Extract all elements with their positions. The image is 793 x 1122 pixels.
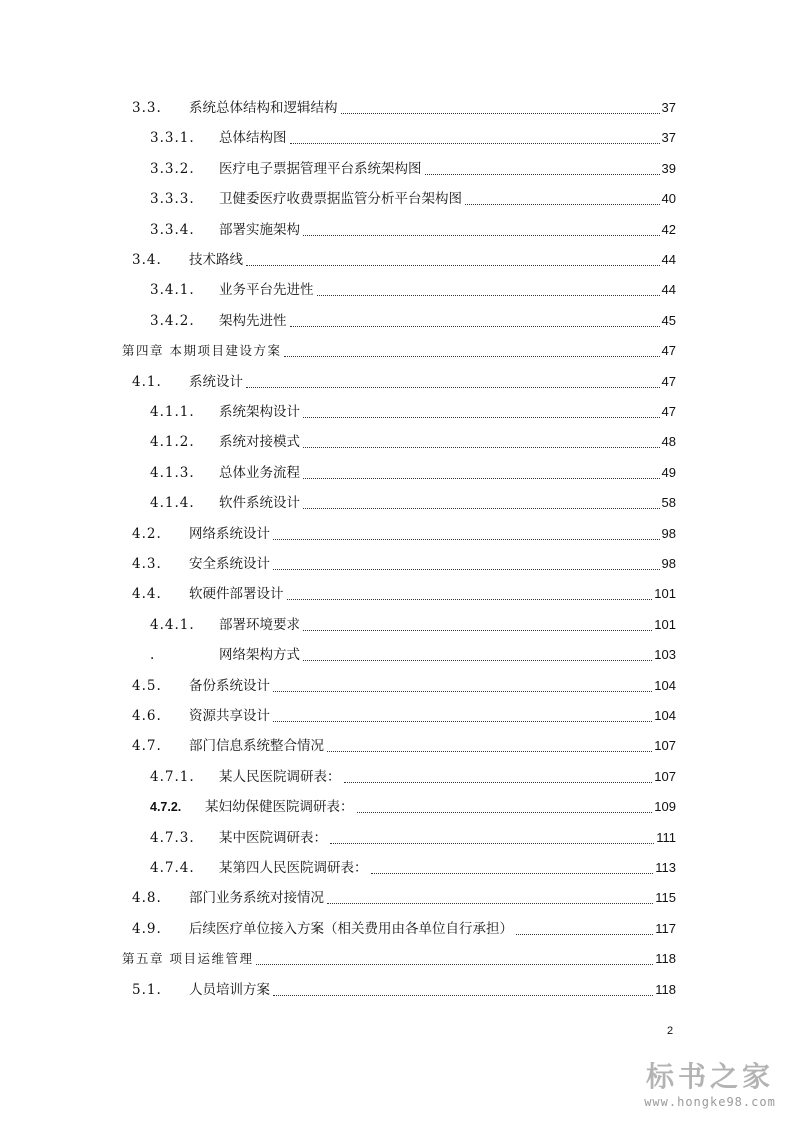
toc-entry[interactable] [0,249,793,271]
toc-entry-number: 5.1. [132,981,162,998]
toc-entry[interactable] [0,948,793,970]
toc-entry-title: 后续医疗单位接入方案（相关费用由各单位自行承担） [189,918,515,940]
toc-entry[interactable] [0,462,793,484]
toc-entry-page: 104 [654,675,676,697]
toc-leader-dots [303,233,660,236]
toc-entry[interactable] [0,279,793,301]
toc-leader-dots [465,202,660,205]
toc-entry-title: 系统架构设计 [219,401,302,423]
toc-leader-dots [303,628,652,631]
toc-entry-title: 架构先进性 [219,310,289,332]
toc-entry-page: 101 [654,614,676,636]
toc-entry-title: 部门信息系统整合情况 [189,735,326,757]
toc-entry[interactable] [0,401,793,423]
toc-leader-dots [290,141,660,144]
toc-entry-page: 103 [654,644,676,666]
toc-entry-page: 109 [654,796,676,818]
toc-entry[interactable] [0,887,793,909]
toc-entry-number: 4.1.3. [150,464,195,481]
toc-leader-dots [327,901,653,904]
toc-entry-title: 网络架构方式 [219,644,302,666]
toc-entry[interactable] [0,979,793,1001]
toc-entry[interactable] [0,827,793,849]
toc-entry[interactable] [0,310,793,332]
toc-entry-number: 3.3.3. [150,191,195,208]
toc-entry-number: 4.7.3. [150,829,195,846]
toc-entry-title: 部门业务系统对接情况 [189,887,326,909]
toc-leader-dots [317,293,660,296]
toc-leader-dots [330,841,654,844]
toc-entry-number: 4.3. [132,556,162,572]
toc-entry-title: 部署环境要求 [219,614,302,636]
toc-entry-page: 111 [656,827,676,849]
toc-entry-number: 4.2. [132,525,162,542]
toc-entry-number: 4.7.1. [150,768,195,785]
toc-entry-number: 4.7. [132,738,162,755]
toc-leader-dots [341,111,660,114]
toc-entry-number: 3.3.4. [150,221,195,238]
toc-entry[interactable] [0,188,793,210]
toc-leader-dots [425,172,660,175]
toc-entry-title: 业务平台先进性 [219,279,316,301]
toc-entry-title: 人员培训方案 [189,979,272,1001]
toc-entry-number: 4.1.1. [150,404,195,420]
toc-entry-number: 4.6. [132,708,162,724]
toc-entry[interactable] [0,219,793,241]
toc-entry-title: 医疗电子票据管理平台系统架构图 [219,158,424,180]
toc-entry-page: 42 [662,219,676,241]
toc-entry-number: 4.1.2. [150,434,195,451]
toc-entry-title: 总体结构图 [219,127,289,149]
toc-leader-dots [303,506,660,509]
toc-entry[interactable] [0,431,793,453]
toc-entry-number: 4.4. [132,586,162,603]
toc-leader-dots [290,324,660,327]
toc-entry-number: 3.3. [132,100,162,116]
toc-leader-dots [303,476,660,479]
toc-leader-dots [273,537,660,540]
toc-entry-title: 安全系统设计 [189,553,272,575]
toc-entry-number: 4.7.4. [150,860,195,876]
toc-leader-dots [344,780,652,783]
toc-entry-page: 118 [655,948,676,970]
watermark [635,1060,785,1110]
toc-entry[interactable] [0,371,793,393]
toc-leader-dots [516,932,653,935]
toc-entry-title: 第四章 本期项目建设方案 [122,340,283,362]
toc-entry[interactable] [0,340,793,362]
watermark-brand: 标书之家 [645,1060,774,1093]
toc-entry[interactable] [0,857,793,879]
toc-entry-page: 49 [662,462,676,484]
toc-entry-page: 118 [655,979,676,1001]
toc-entry[interactable] [0,766,793,788]
toc-entry-page: 47 [662,371,676,393]
toc-leader-dots [246,385,660,388]
toc-entry-number: 3.4. [132,252,162,268]
toc-entry[interactable] [0,705,793,727]
watermark-url: www.hongke98.com [644,1095,776,1109]
toc-leader-dots [303,415,660,418]
toc-entry-title: 某中医院调研表： [219,827,329,849]
toc-entry-title: 技术路线 [189,249,245,271]
toc-entry-title: 部署实施架构 [219,219,302,241]
toc-leader-dots [246,263,660,266]
toc-entry[interactable] [0,158,793,180]
toc-entry-page: 37 [662,97,676,119]
toc-entry-number: 4.7.2. [150,800,182,815]
toc-entry[interactable] [0,583,793,605]
toc-entry-title: 备份系统设计 [189,675,272,697]
toc-entry-number: 3.3.1. [150,130,195,147]
toc-entry-page: 113 [655,857,676,879]
toc-entry-page: 45 [662,310,676,332]
toc-entry-number: 3.4.2. [150,312,195,329]
toc-entry-page: 104 [654,705,676,727]
toc-entry-number: 4.9. [132,920,162,937]
toc-entry-number: 4.8. [132,890,162,907]
toc-entry-page: 48 [662,431,676,453]
toc-leader-dots [273,719,652,722]
toc-entry-number: 3.3.2. [150,160,195,177]
toc-entry[interactable] [0,553,793,575]
toc-leader-dots [303,445,660,448]
toc-leader-dots [284,354,660,357]
toc-entry-page: 40 [662,188,676,210]
toc-entry[interactable] [0,644,793,666]
toc-leader-dots [357,810,652,813]
toc-entry-page: 58 [662,492,676,514]
page-number: 2 [667,1025,674,1037]
toc-entry[interactable] [0,735,793,757]
toc-leader-dots [273,993,653,996]
toc-entry[interactable] [0,614,793,636]
toc-entry-number: 4.5. [132,677,162,694]
toc-entry-title: 软件系统设计 [219,492,302,514]
toc-entry-page: 37 [662,127,676,149]
toc-entry-title: 系统设计 [189,371,245,393]
toc-entry-title: 总体业务流程 [219,462,302,484]
toc-entry[interactable] [0,918,793,940]
toc-leader-dots [303,658,652,661]
toc-entry[interactable] [0,675,793,697]
toc-entry-title: 某人民医院调研表： [219,766,343,788]
toc-entry-title: 卫健委医疗收费票据监管分析平台架构图 [219,188,464,210]
toc-leader-dots [256,962,653,965]
toc-entry-title: 网络系统设计 [189,523,272,545]
toc-entry-page: 44 [662,279,676,301]
toc-entry-page: 47 [662,340,676,362]
toc-entry-number: 3.4.1. [150,282,195,299]
toc-entry[interactable] [0,523,793,545]
toc-entry[interactable] [0,492,793,514]
toc-entry-title: 系统总体结构和逻辑结构 [189,97,340,119]
toc-entry-number: 4.1.4. [150,495,195,512]
toc-entry-page: 107 [654,735,676,757]
toc-entry-page: 44 [662,249,676,271]
toc-leader-dots [287,597,652,600]
toc-entry-title: 某妇幼保健医院调研表： [205,796,356,818]
toc-entry-number: 4.1. [132,373,162,390]
toc-entry-page: 98 [662,523,676,545]
toc-entry[interactable] [0,796,793,818]
toc-leader-dots [273,689,652,692]
toc-entry-page: 117 [655,918,676,940]
toc-entry-number: 4.4.1. [150,616,195,633]
toc-entry-page: 98 [662,553,676,575]
toc-entry-title: 第五章 项目运维管理 [122,948,255,970]
toc-entry-page: 39 [662,158,676,180]
toc-entry-title: 某第四人民医院调研表： [219,857,370,879]
toc-entry-number: . [150,647,156,664]
toc-entry[interactable] [0,127,793,149]
toc-entry-page: 47 [662,401,676,423]
toc-leader-dots [371,871,653,874]
toc-entry-title: 系统对接模式 [219,431,302,453]
toc-entry[interactable] [0,97,793,119]
toc-entry-page: 115 [655,887,676,909]
toc-entry-page: 107 [654,766,676,788]
toc-leader-dots [273,567,660,570]
toc-leader-dots [327,749,652,752]
toc-entry-page: 101 [654,583,676,605]
toc-entry-title: 资源共享设计 [189,705,272,727]
toc-entry-title: 软硬件部署设计 [189,583,286,605]
